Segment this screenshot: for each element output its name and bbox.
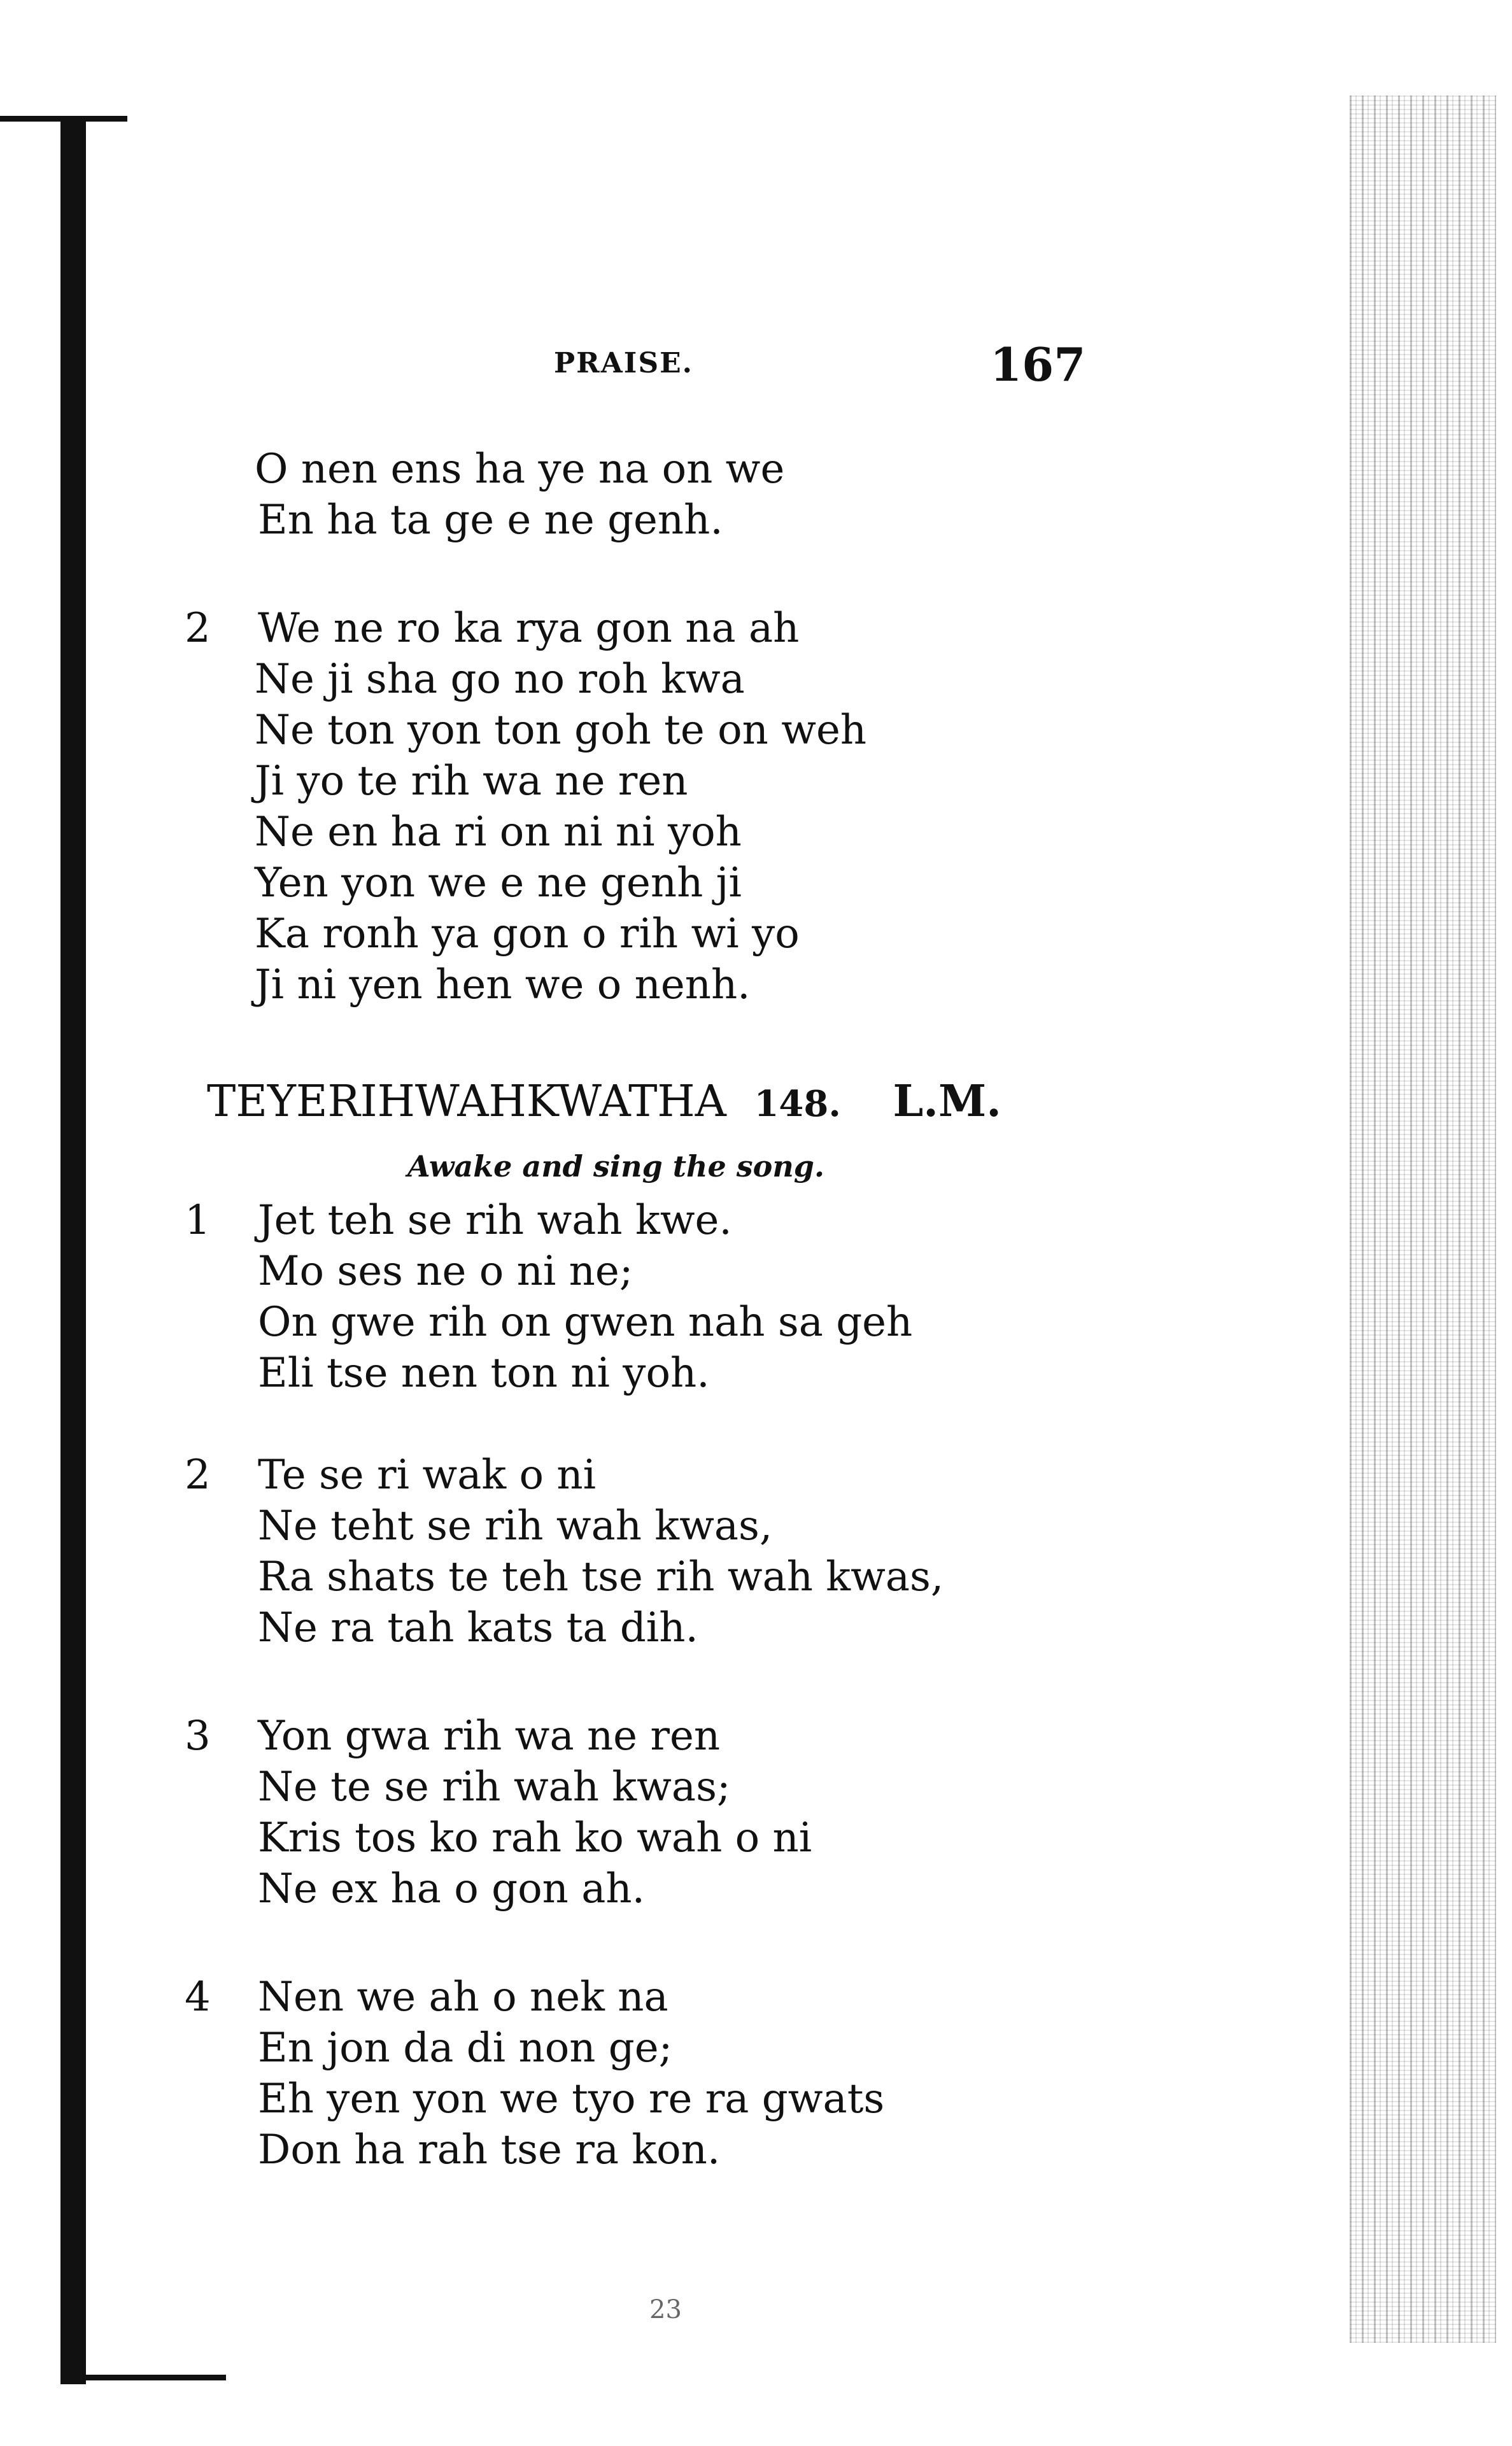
hymn-meter: L.M. — [893, 1076, 1001, 1127]
verse-line: On gwe rih on gwen nah sa geh — [258, 1299, 913, 1346]
verse-line: Ne teht se rih wah kwas, — [258, 1502, 773, 1550]
verse-line: Eh yen yon we tyo re ra gwats — [258, 2075, 885, 2123]
verse-line: Ji yo te rih wa ne ren — [255, 758, 688, 805]
verse-line: Jet teh se rih wah kwe. — [258, 1197, 732, 1244]
verse-number: 2 — [185, 605, 211, 652]
verse-number: 1 — [185, 1197, 211, 1244]
verse-line: Ne ex ha o gon ah. — [258, 1865, 645, 1912]
verse-line: Ra shats te teh tse rih wah kwas, — [258, 1553, 944, 1601]
verse-line: Don ha rah tse ra kon. — [258, 2126, 721, 2174]
verse-line: Nen we ah o nek na — [258, 1974, 668, 2021]
verse-number: 3 — [185, 1713, 211, 1760]
verse-line: Te se ri wak o ni — [258, 1452, 597, 1499]
signature-mark: 23 — [649, 2295, 682, 2324]
verse-line: Eli tse nen ton ni yoh. — [258, 1350, 710, 1397]
verse-line: Yen yon we e ne genh ji — [255, 859, 742, 907]
binding-edge-bottom — [60, 2375, 226, 2380]
verse-line: O nen ens ha ye na on we — [255, 446, 785, 493]
hymn-heading — [207, 1076, 1001, 1127]
page-number: 167 — [990, 337, 1086, 392]
verse-line: Ji ni yen hen we o nenh. — [255, 961, 751, 1008]
verse-line: En jon da di non ge; — [258, 2025, 673, 2072]
verse-line: Ne te se rih wah kwas; — [258, 1764, 731, 1811]
verse-line: Ka ronh ya gon o rih wi yo — [255, 910, 800, 958]
verse-number: 2 — [185, 1452, 211, 1499]
verse-line: Yon gwa rih wa ne ren — [258, 1713, 721, 1760]
hymn-title: TEYERIHWAHKWATHA — [207, 1077, 726, 1127]
page-edge-scan-noise — [1350, 95, 1496, 2343]
verse-line: En ha ta ge e ne genh. — [258, 497, 723, 544]
verse-line: Ne ra tah kats ta dih. — [258, 1604, 698, 1651]
binding-edge — [60, 118, 86, 2384]
verse-line: Ne en ha ri on ni ni yoh — [255, 809, 742, 856]
verse-line: Ne ton yon ton goh te on weh — [255, 707, 867, 754]
hymn-number: 148. — [754, 1083, 841, 1125]
verse-number: 4 — [185, 1974, 211, 2021]
verse-line: We ne ro ka rya gon na ah — [258, 605, 800, 652]
verse-line: Mo ses ne o ni ne; — [258, 1248, 633, 1295]
verse-line: Kris tos ko rah ko wah o ni — [258, 1814, 812, 1862]
running-header: PRAISE. — [554, 347, 694, 379]
hymn-subtitle: Awake and sing the song. — [407, 1149, 824, 1184]
verse-line: Ne ji sha go no roh kwa — [255, 656, 745, 703]
